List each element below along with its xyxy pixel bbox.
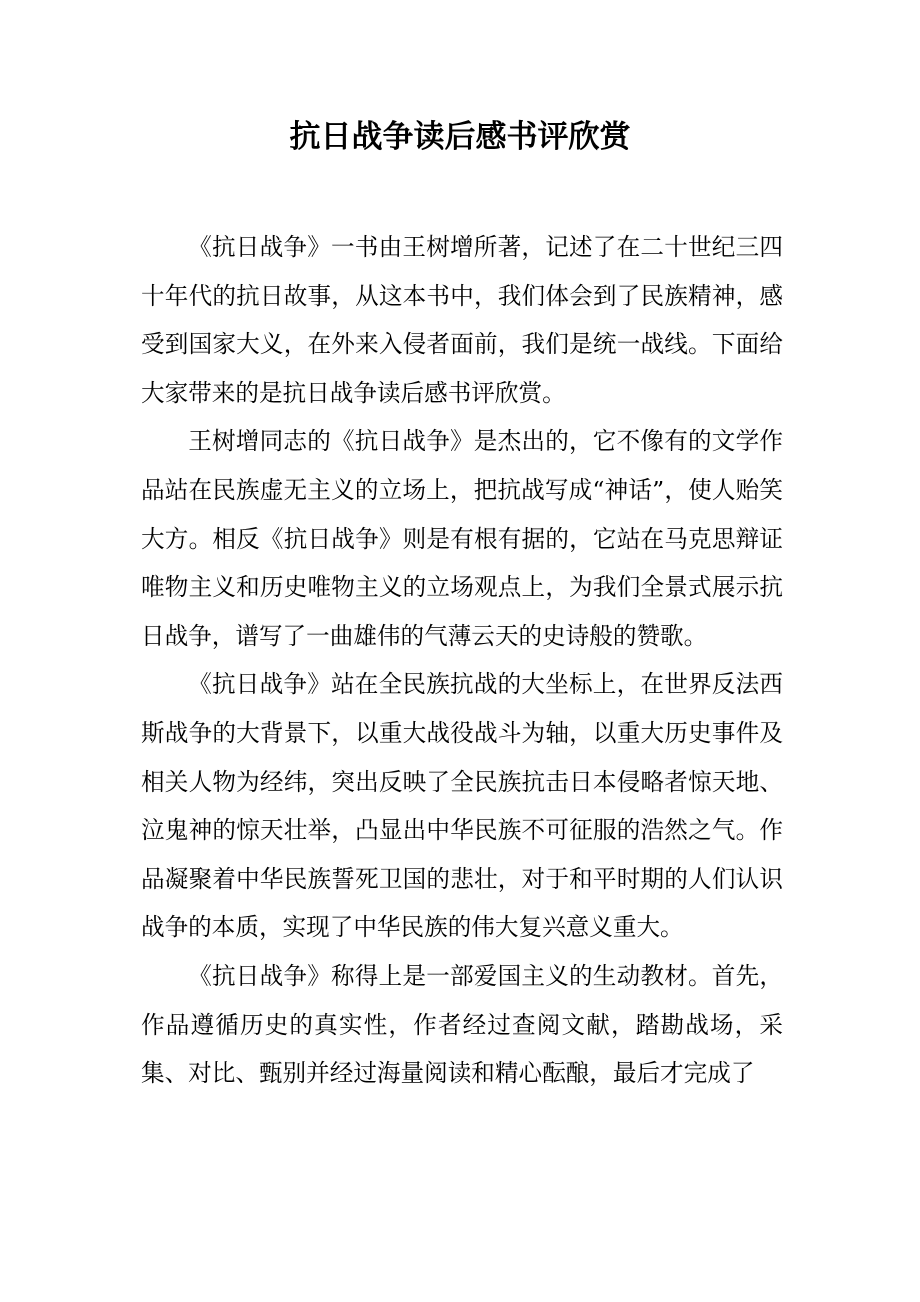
document-title: 抗日战争读后感书评欣赏 (289, 119, 631, 155)
paragraph-2: 王树增同志的《抗日战争》是杰出的，它不像有的文学作品站在民族虚无主义的立场上，把抗战写成“神话”，使人贻笑大方。相反《抗日战争》则是有根有据的，它站在马克思辩证唯物主义和历史唯物主义的立场观点上，为我们全景式展示抗日战争，谱写了一曲雄伟的气薄云天的史诗般的赞歌。 (141, 427, 783, 650)
document-body (141, 223, 783, 1098)
paragraph-3: 《抗日战争》站在全民族抗战的大坐标上，在世界反法西斯战争的大背景下，以重大战役战斗为轴，以重大历史事件及相关人物为经纬，突出反映了全民族抗击日本侵略者惊天地、泣鬼神的惊天壮举，凸显出中华民族不可征服的浩然之气。作品凝聚着中华民族誓死卫国的悲壮，对于和平时期的人们认识战争的本质，实现了中华民族的伟大复兴意义重大。 (141, 670, 783, 942)
paragraph-4: 《抗日战争》称得上是一部爱国主义的生动教材。首先，作品遵循历史的真实性，作者经过查阅文献，踏勘战场，采集、对比、甄别并经过海量阅读和精心酝酿，最后才完成了 (141, 961, 783, 1088)
paragraph-1: 《抗日战争》一书由王树增所著，记述了在二十世纪三四十年代的抗日故事，从这本书中，我们体会到了民族精神，感受到国家大义，在外来入侵者面前，我们是统一战线。下面给大家带来的是抗日战争读后感书评欣赏。 (141, 233, 783, 407)
